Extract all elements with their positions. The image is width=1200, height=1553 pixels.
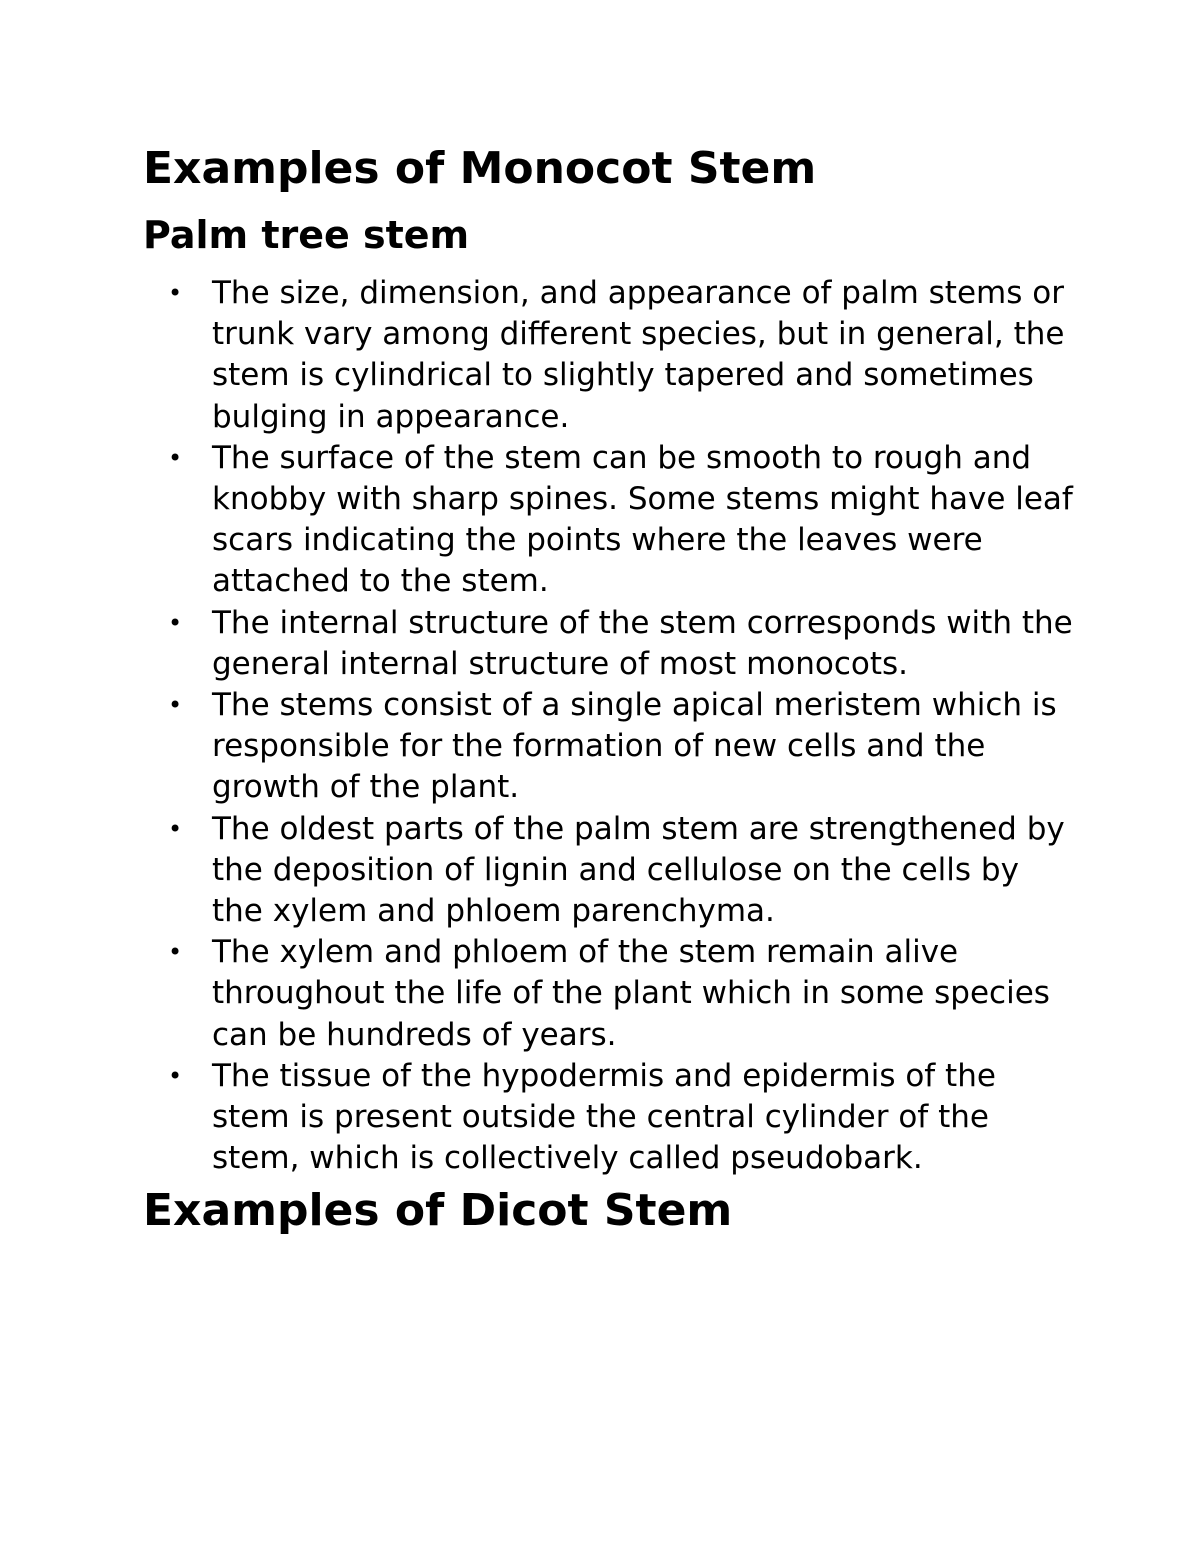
list-item (143, 1056, 1073, 1180)
list-item (143, 273, 1073, 438)
list-item (143, 603, 1073, 685)
list-item (143, 932, 1073, 1056)
bullet-icon: • (168, 691, 183, 720)
bullet-icon: • (168, 608, 183, 637)
bullet-icon: • (168, 443, 183, 472)
heading-dicot-examples: Examples of Dicot Stem (143, 1185, 733, 1237)
list-item (143, 809, 1073, 933)
list-item-text: The internal structure of the stem corresponds with the general internal structure of most monocots. (212, 604, 1073, 682)
list-item-text: The tissue of the hypodermis and epidermis of the stem is present outside the central cylinder of the stem, which is collectively called pseudobark. (212, 1057, 996, 1177)
palm-stem-bullet-list (143, 273, 1073, 1179)
bullet-icon: • (168, 938, 183, 967)
document-content (143, 141, 1073, 1239)
heading-monocot-examples: Examples of Monocot Stem (143, 143, 817, 194)
list-item-text: The stems consist of a single apical meristem which is responsible for the formation of new cells and the growth of the plant. (212, 687, 1057, 806)
list-item-text: The surface of the stem can be smooth to rough and knobby with sharp spines. Some stems might have leaf scars indicating the points where the leaves were attached to the stem. (212, 439, 1073, 600)
list-item (143, 438, 1073, 603)
bullet-icon: • (168, 814, 183, 843)
list-item-text: The xylem and phloem of the stem remain alive throughout the life of the plant which in some species can be hundreds of years. (212, 934, 1050, 1053)
subheading-palm-tree-stem: Palm tree stem (143, 213, 470, 257)
bullet-icon: • (168, 279, 183, 307)
bullet-icon: • (168, 1061, 183, 1090)
list-item (143, 685, 1073, 809)
list-item-text: The size, dimension, and appearance of palm stems or trunk vary among different species, but in general, the stem is cylindrical to slightly tapered and sometimes bulging in appearance. (212, 275, 1065, 435)
list-item-text: The oldest parts of the palm stem are strengthened by the deposition of lignin and cellulose on the cells by the xylem and phloem parenchyma. (212, 810, 1065, 930)
